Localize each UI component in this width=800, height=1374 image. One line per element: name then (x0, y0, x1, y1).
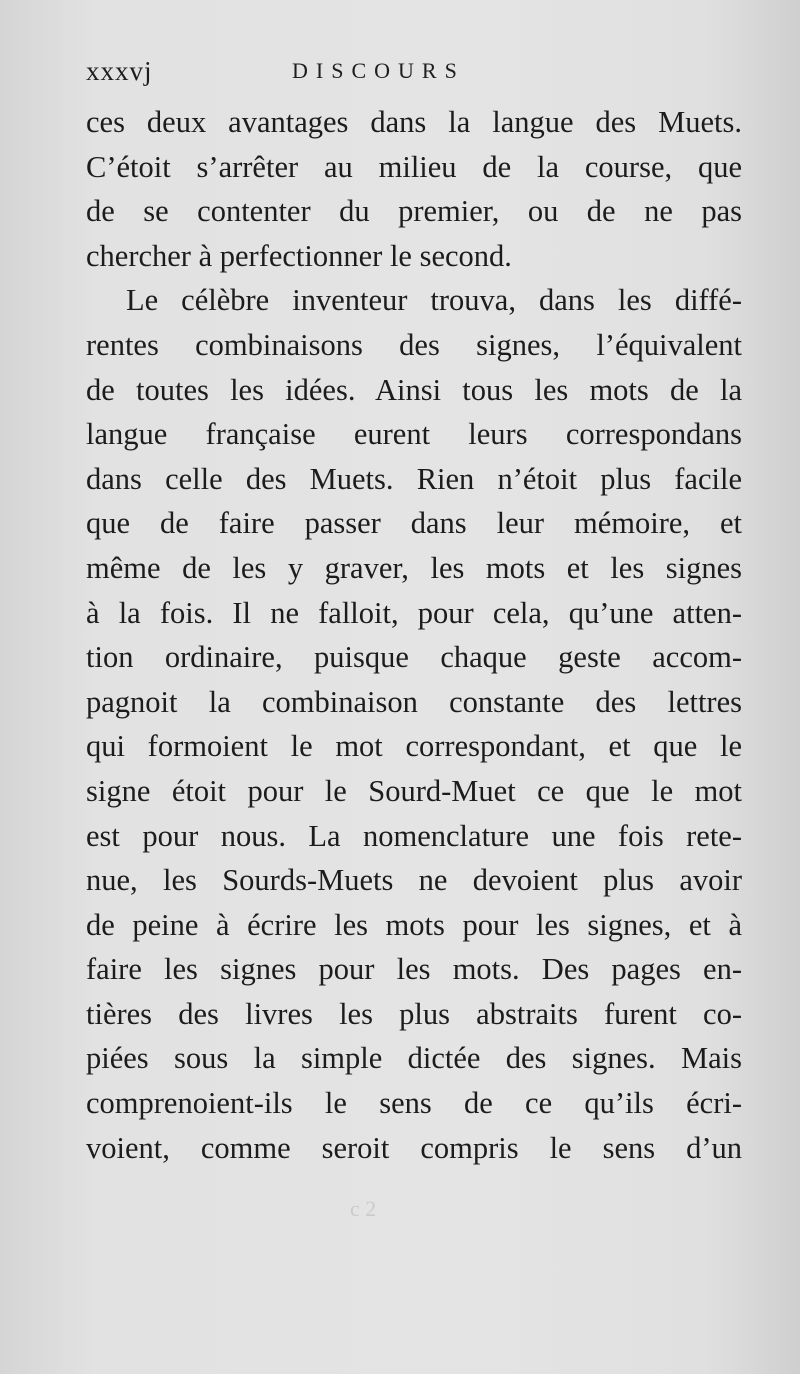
text-line: même de les y graver, les mots et les signes (86, 550, 742, 585)
text-line: comprenoient-ils le sens de ce qu’ils écri- (86, 1086, 742, 1121)
text-line: chercher à perfectionner le second. (86, 238, 512, 273)
text-line: piées sous la simple dictée des signes. Mais (86, 1041, 742, 1076)
text-line: tion ordinaire, puisque chaque geste accom- (86, 640, 742, 675)
page-header (86, 56, 742, 88)
paragraph-1 (86, 100, 742, 278)
text-line: à la fois. Il ne falloit, pour cela, qu’une atten- (86, 595, 742, 630)
text-line: nue, les Sourds-Muets ne devoient plus avoir (86, 863, 742, 898)
text-line: voient, comme seroit compris le sens d’un (86, 1130, 742, 1165)
signature-mark: c 2 (350, 1196, 377, 1221)
text-line: est pour nous. La nomenclature une fois rete- (86, 818, 742, 853)
text-line: C’étoit s’arrêter au milieu de la course, que (86, 149, 742, 184)
text-line: de peine à écrire les mots pour les signes, et à (86, 907, 742, 942)
text-line: de se contenter du premier, ou de ne pas (86, 194, 742, 229)
running-title: DISCOURS (292, 58, 465, 83)
body-text (86, 100, 742, 1170)
text-line: pagnoit la combinaison constante des lettres (86, 684, 742, 719)
text-line: ces deux avantages dans la langue des Muets. (86, 105, 742, 139)
text-line: langue française eurent leurs correspondans (86, 417, 742, 452)
text-line: signe étoit pour le Sourd-Muet ce que le mot (86, 773, 742, 808)
text-line: Le célèbre inventeur trouva, dans les diffé- (126, 283, 742, 318)
text-line: dans celle des Muets. Rien n’étoit plus facile (86, 461, 742, 496)
text-line: que de faire passer dans leur mémoire, et (86, 506, 742, 541)
text-line: faire les signes pour les mots. Des pages en- (86, 952, 742, 987)
text-line: tières des livres les plus abstraits furent co- (86, 996, 742, 1031)
page-number: xxxvj (86, 56, 153, 86)
text-line: de toutes les idées. Ainsi tous les mots de la (86, 372, 742, 407)
text-line: rentes combinaisons des signes, l’équivalent (86, 327, 742, 362)
text-line: qui formoient le mot correspondant, et que le (86, 729, 742, 764)
paragraph-2 (86, 278, 742, 1170)
